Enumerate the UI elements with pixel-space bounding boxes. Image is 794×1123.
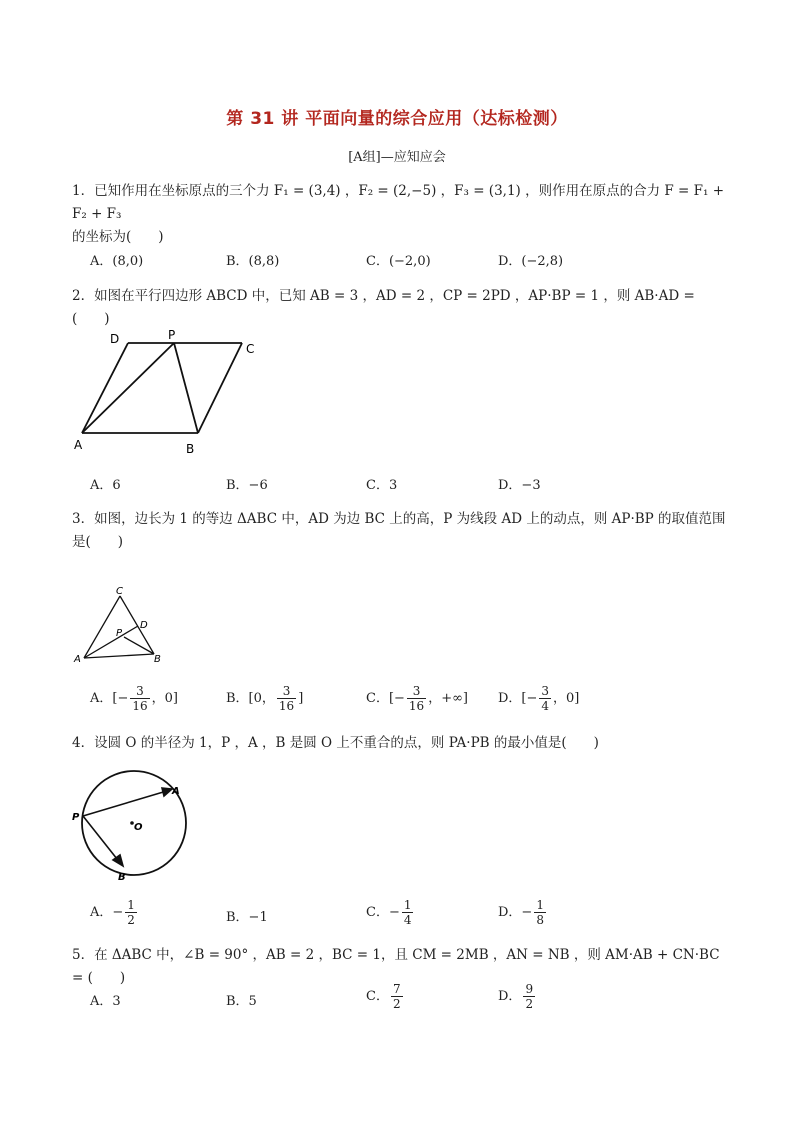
option-prefix: C． — [366, 989, 389, 1004]
label-p: P — [116, 628, 123, 639]
option-prefix: A．− — [90, 905, 124, 920]
option-fraction — [539, 684, 551, 713]
fraction-denominator: 2 — [525, 997, 534, 1011]
question-5-option-c[interactable] — [366, 982, 405, 1011]
question-4 — [72, 732, 732, 755]
label-b: B — [186, 442, 195, 456]
option-prefix: B．5 — [226, 994, 257, 1009]
fraction-numerator: 3 — [277, 684, 296, 699]
label-p: P — [72, 812, 80, 823]
fraction-denominator: 8 — [536, 913, 544, 927]
label-p: P — [168, 328, 176, 342]
fraction-denominator: 16 — [132, 699, 148, 713]
question-4-options — [90, 898, 740, 928]
fraction-denominator: 16 — [278, 699, 295, 713]
label-d: D — [140, 620, 148, 631]
option-suffix: ，+∞] — [428, 691, 468, 706]
option-prefix: C．[− — [366, 691, 405, 706]
label-a: A — [172, 786, 180, 797]
segment-ap — [82, 343, 174, 433]
fraction-numerator: 9 — [525, 982, 534, 996]
label-a: A — [74, 438, 83, 452]
question-1-stem-line1: 1．已知作用在坐标原点的三个力 F₁ = (3,4) ，F₂ = (2,−5) ，F₃ = (3,1) ，则作用在原点的合力 F = F₁ + F₂ + F₃ — [72, 183, 725, 222]
edge-ca — [84, 596, 120, 658]
question-5-option-d[interactable] — [498, 982, 537, 1011]
option-prefix: D． — [498, 989, 522, 1004]
option-fraction — [534, 898, 546, 927]
question-5-option-b[interactable] — [226, 990, 257, 1009]
question-4-option-b[interactable] — [226, 906, 268, 925]
question-1-options — [90, 250, 740, 280]
fraction-numerator: 1 — [403, 898, 412, 912]
question-3-option-c[interactable] — [366, 684, 468, 713]
edge-ab — [84, 654, 154, 658]
question-3 — [72, 508, 732, 554]
option-prefix: A．3 — [90, 994, 121, 1009]
question-2-figure — [70, 325, 270, 460]
question-5-option-a[interactable] — [90, 990, 121, 1009]
question-2-option-a[interactable]: A．6 — [90, 478, 121, 493]
fraction-numerator: 7 — [392, 982, 401, 996]
question-3-stem-line2: 是( ) — [72, 534, 124, 550]
question-1-option-c[interactable]: C．(−2,0) — [366, 254, 431, 269]
option-fraction — [523, 982, 535, 1011]
question-1-option-a[interactable]: A．(8,0) — [90, 254, 144, 269]
question-4-option-d[interactable] — [498, 898, 548, 927]
edge-bc — [198, 343, 242, 433]
fraction-numerator: 3 — [541, 684, 550, 698]
option-suffix: ，0] — [553, 691, 580, 706]
question-4-stem: 4．设圆 O 的半径为 1，P ，A ，B 是圆 O 上不重合的点，则 PA·PB 的最小值是( ) — [72, 735, 599, 751]
question-4-figure — [66, 768, 196, 886]
label-a: A — [74, 654, 81, 665]
option-fraction — [391, 982, 403, 1011]
fraction-denominator: 2 — [392, 997, 401, 1011]
option-prefix: D．[− — [498, 691, 538, 706]
fraction-denominator: 4 — [403, 913, 412, 927]
option-fraction — [402, 898, 414, 927]
fraction-numerator: 1 — [536, 898, 544, 912]
question-3-option-a[interactable] — [90, 684, 178, 713]
question-3-options — [90, 684, 740, 714]
question-5-stem: 5．在 ΔABC 中，∠B = 90° ，AB = 2 ，BC = 1，且 CM = 2MB ，AN = NB ，则 AM·AB + CN·BC = ( ) — [72, 947, 720, 986]
vector-pb — [83, 816, 121, 864]
question-2-options — [90, 474, 740, 504]
fraction-numerator: 3 — [130, 684, 149, 699]
question-1-option-b[interactable]: B．(8,8) — [226, 254, 280, 269]
question-5-options — [90, 982, 740, 1012]
option-fraction — [277, 684, 296, 713]
option-fraction — [125, 898, 137, 927]
label-c: C — [116, 586, 123, 597]
segment-bp — [174, 343, 198, 433]
option-prefix: D．− — [498, 905, 533, 920]
label-d: D — [110, 332, 120, 346]
edge-da — [82, 343, 128, 433]
vector-pa — [83, 790, 170, 816]
fraction-denominator: 2 — [127, 913, 135, 927]
question-3-stem-line1: 3．如图，边长为 1 的等边 ΔABC 中，AD 为边 BC 上的高，P 为线段 AD 上的动点，则 AP·BP 的取值范围 — [72, 511, 726, 527]
label-b: B — [154, 654, 161, 665]
question-1-stem-line2: 的坐标为( ) — [72, 229, 164, 245]
question-4-option-c[interactable] — [366, 898, 415, 927]
fraction-numerator: 1 — [127, 898, 135, 912]
question-3-option-b[interactable] — [226, 684, 303, 713]
question-3-option-d[interactable] — [498, 684, 579, 713]
option-suffix: ，0] — [151, 691, 178, 706]
question-1 — [72, 180, 732, 249]
fraction-numerator: 3 — [407, 684, 426, 699]
arrowhead-a — [162, 788, 172, 796]
question-2-option-c[interactable]: C．3 — [366, 478, 398, 493]
label-c: C — [246, 342, 255, 356]
option-fraction — [407, 684, 426, 713]
label-b: B — [118, 872, 126, 883]
option-prefix: C．− — [366, 905, 400, 920]
option-prefix: B．−1 — [226, 910, 268, 925]
label-o: O — [134, 822, 143, 833]
question-4-option-a[interactable] — [90, 898, 139, 927]
fraction-denominator: 16 — [408, 699, 425, 713]
page-title: 第 31 讲 平面向量的综合应用（达标检测） — [226, 109, 568, 129]
question-3-figure — [70, 582, 180, 672]
option-prefix: A．[− — [90, 691, 129, 706]
option-fraction — [130, 684, 149, 713]
edge-bc — [120, 596, 154, 654]
group-heading: [A组]—应知应会 — [348, 150, 446, 165]
question-2-stem: 2．如图在平行四边形 ABCD 中，已知 AB = 3 ，AD = 2 ，CP = 2PD ，AP·BP = 1 ，则 AB·AD = ( ) — [72, 288, 695, 327]
fraction-denominator: 4 — [541, 699, 550, 713]
question-2-option-b[interactable]: B．−6 — [226, 478, 268, 493]
question-1-option-d[interactable]: D．(−2,8) — [498, 254, 564, 269]
option-prefix: B．[0， — [226, 691, 275, 706]
question-2-option-d[interactable]: D．−3 — [498, 478, 541, 493]
altitude-ad — [84, 626, 138, 658]
option-suffix: ] — [298, 691, 304, 706]
